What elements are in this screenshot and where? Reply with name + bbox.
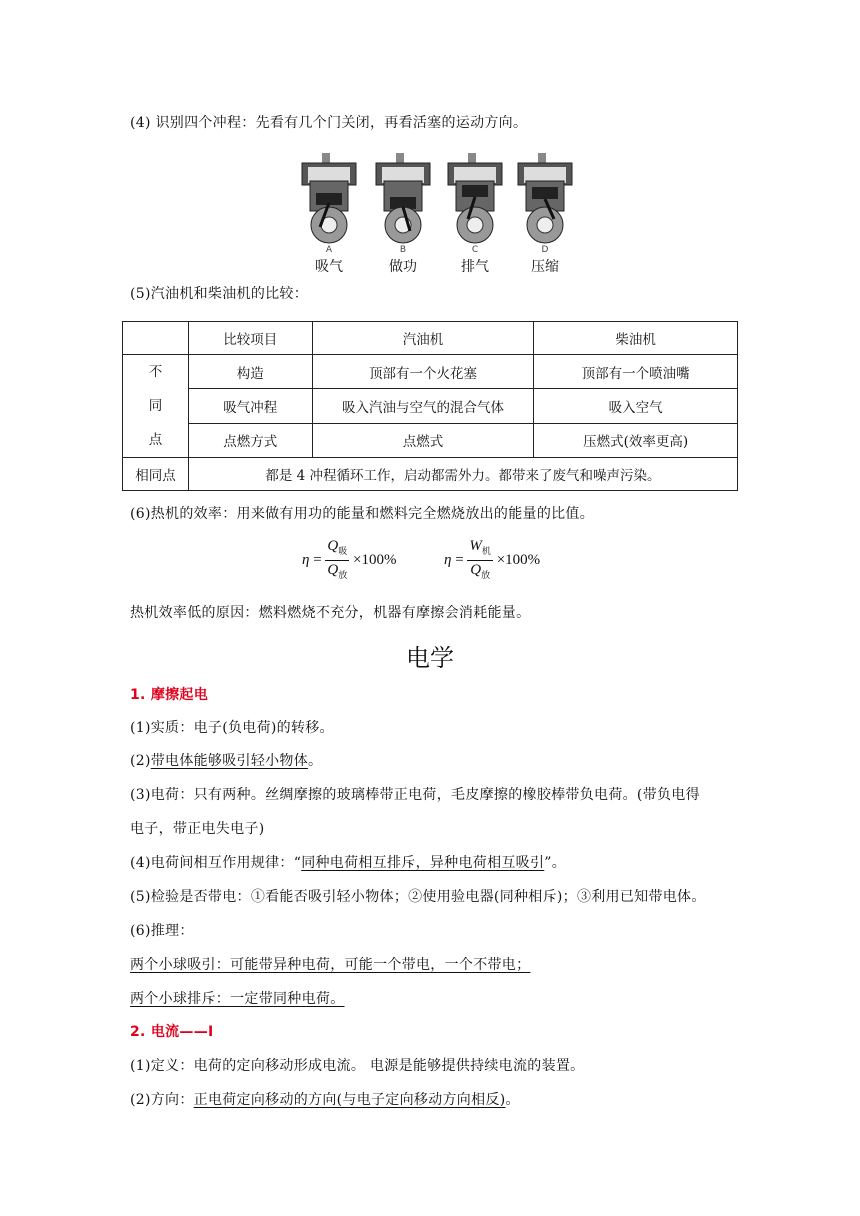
section5-text: (5)汽油机和柴油机的比较： [130,286,309,302]
engine-c-letter: C [471,245,479,255]
engine-b-letter: B [399,245,407,255]
current-line-1: (1)定义：电荷的定向移动形成电流。 电源是能够提供持续电流的装置。 [130,1058,585,1074]
engine-diagram-a [298,153,360,275]
efficiency-formula-1 [302,537,397,584]
section-heading: 电学 [406,644,454,672]
diff-char: 不 [148,364,163,380]
table-cell: 点燃式 [312,423,534,457]
low-efficiency-text: 热机效率低的原因：燃料燃烧不充分，机器有摩擦会消耗能量。 [130,605,531,621]
friction-line-3a: (3)电荷：只有两种。丝绸摩擦的玻璃棒带正电荷，毛皮摩擦的橡胶棒带负电荷。(带负电得 [130,787,700,803]
formula-tail: ×100% [496,551,541,568]
table-header-row [123,322,738,355]
table-cell: 吸入汽油与空气的混合气体 [312,389,534,423]
table-cell: 构造 [188,355,312,389]
engine-c-icon [444,153,506,245]
formula-numerator: $W_机$ [467,537,493,561]
engine-d-label: 压缩 [531,259,559,275]
friction-line-7: 两个小球吸引：可能带异种电荷，可能一个带电，一个不带电； [130,957,531,973]
engine-d-letter: D [541,245,549,255]
engine-a-icon [298,153,360,245]
friction-line-2: (2)带电体能够吸引轻小物体。 [130,753,323,769]
friction-line-4: (4)电荷间相互作用规律：“同种电荷相互排斥，异种电荷相互吸引”。 [130,855,567,871]
formula-tail: ×100% [353,551,397,568]
current-line-2: (2)方向：正电荷定向移动的方向(与电子定向移动方向相反)。 [130,1092,520,1108]
table-header: 比较项目 [188,322,312,355]
engine-diagram-c [444,153,506,275]
friction-line-8: 两个小球排斥：一定带同种电荷。 [130,991,345,1007]
table-cell: 顶部有一个火花塞 [312,355,534,389]
formula-denominator: $Q_放$ [327,562,348,580]
table-cell: 吸气冲程 [188,389,312,423]
table-cell: 顶部有一个喷油嘴 [534,355,738,389]
efficiency-formula-2 [444,537,540,584]
engine-d-icon [514,153,576,245]
engine-b-icon [372,153,434,245]
table-corner [123,322,189,355]
same-text-cell: 都是 4 冲程循环工作，启动都需外力。都带来了废气和噪声污染。 [188,458,737,491]
friction-line-5: (5)检验是否带电：①看能否吸引轻小物体；②使用验电器(同种相斥)；③利用已知带电体。 [130,889,706,905]
engine-stroke-diagrams [298,153,573,273]
section4-text: (4) 识别四个冲程：先看有几个门关闭，再看活塞的运动方向。 [130,115,528,131]
table-row [123,355,738,389]
table-cell: 压燃式(效率更高) [534,423,738,457]
current-title: 2. 电流——I [130,1024,214,1040]
formula-eta: η [302,551,310,568]
diff-char: 同 [148,398,163,414]
engine-a-letter: A [325,245,333,255]
friction-line-3b: 电子，带正电失电子) [130,821,265,837]
formula-eta: η [444,551,452,568]
engine-diagram-d [514,153,576,275]
formula-eq: = [455,551,464,568]
formula-denominator: $Q_放$ [470,562,491,580]
table-cell: 吸入空气 [534,389,738,423]
formula-fraction [467,537,493,584]
diff-char: 点 [148,432,163,448]
table-header: 汽油机 [312,322,534,355]
formula-fraction [325,537,349,584]
table-row [123,458,738,491]
table-row [123,423,738,457]
table-header: 柴油机 [534,322,738,355]
comparison-table [122,321,738,491]
same-label-cell: 相同点 [123,458,189,491]
table-row [123,389,738,423]
section6-text: (6)热机的效率：用来做有用功的能量和燃料完全燃烧放出的能量的比值。 [130,506,595,522]
formula-eq: = [313,551,322,568]
formula-numerator: $Q_吸$ [325,537,349,561]
engine-c-label: 排气 [461,259,489,275]
engine-diagram-b [372,153,434,275]
engine-a-label: 吸气 [315,259,343,275]
friction-line-1: (1)实质：电子(负电荷)的转移。 [130,720,334,736]
diff-label-cell [123,355,189,458]
friction-line-6: (6)推理： [130,923,194,939]
engine-b-label: 做功 [389,259,417,275]
friction-title: 1. 摩擦起电 [130,687,209,703]
table-cell: 点燃方式 [188,423,312,457]
